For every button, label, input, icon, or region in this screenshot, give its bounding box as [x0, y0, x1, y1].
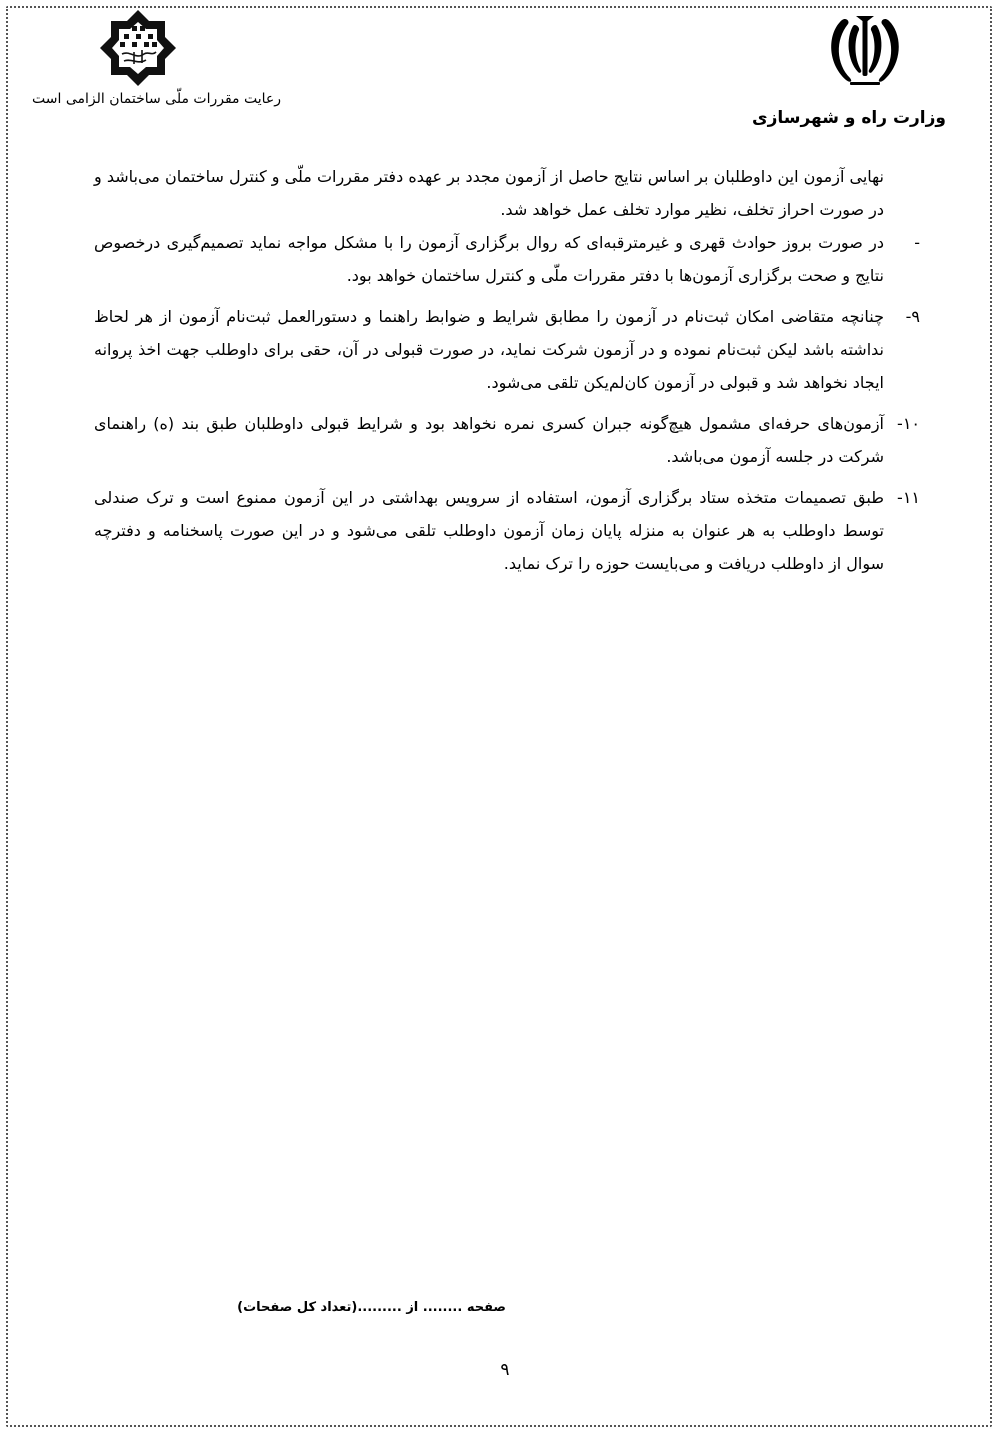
document-body: [94, 160, 920, 580]
building-regulations-logo: [88, 8, 188, 88]
paragraph-text: چنانچه متقاضی امکان ثبت‌نام در آزمون را مطابق شرایط و ضوابط راهنما و دستورالعمل ثبت‌نام آزمون از هر لحاظ نداشته باشد لیکن ثبت‌نام نموده و در آزمون شرکت نماید، در صورت قبولی در آن، حقی برای داوطلب جهت اخذ پروانه ایجاد نخواهد شد و قبولی در آزمون کان‌لم‌یکن تلقی می‌شود.: [94, 307, 884, 392]
paragraph-text: در صورت بروز حوادث قهری و غیرمترقبه‌ای که روال برگزاری آزمون را با مشکل مواجه نماید تصمیم‌گیری درخصوص نتایج و صحت برگزاری آزمون‌ها با دفتر مقررات ملّی و کنترل ساختمان خواهد بود.: [94, 233, 884, 285]
bullet-dash: -: [914, 233, 920, 252]
paragraph-text: آزمون‌های حرفه‌ای مشمول هیچ‌گونه جبران کسری نمره نخواهد بود و شرایط قبولی داوطلبان طبق بند (ه) راهنمای شرکت در جلسه آزمون می‌باشد.: [94, 414, 884, 466]
paragraph-text: نهایی آزمون این داوطلبان بر اساس نتایج حاصل از آزمون مجدد بر عهده دفتر مقررات ملّی و کنترل ساختمان می‌باشد و در صورت احراز تخلف، نظیر موارد تخلف عمل خواهد شد.: [94, 167, 884, 219]
iran-emblem-icon: [820, 10, 910, 90]
paragraph-text: طبق تصمیمات متخذه ستاد برگزاری آزمون، استفاده از سرویس بهداشتی در این آزمون ممنوع است و ترک صندلی توسط داوطلب به هر عنوان به منزله پایان زمان آزمون داوطلب تلقی می‌شود و در این صورت پاسخنامه و دفترچه سوال از داوطلب دریافت و می‌بایست حوزه را ترک نماید.: [94, 488, 884, 573]
paragraph-bullet: [94, 226, 920, 292]
page-of-total: صفحه ........ از .........(تعداد کل صفحات): [237, 1300, 506, 1315]
paragraph-continued: [94, 160, 920, 226]
paragraph-number: ۱۰-: [897, 414, 920, 433]
paragraph-number: ۱۱-: [897, 488, 920, 507]
paragraph-item-10: [94, 407, 920, 473]
ministry-title: وزارت راه و شهرسازی: [751, 108, 946, 128]
paragraph-number: ۹-: [905, 307, 920, 326]
paragraph-item-11: [94, 481, 920, 580]
slogan-text: رعایت مقررات ملّی ساختمان الزامی است: [32, 91, 282, 107]
page-number: ۹: [500, 1360, 510, 1380]
paragraph-item-9: [94, 300, 920, 399]
